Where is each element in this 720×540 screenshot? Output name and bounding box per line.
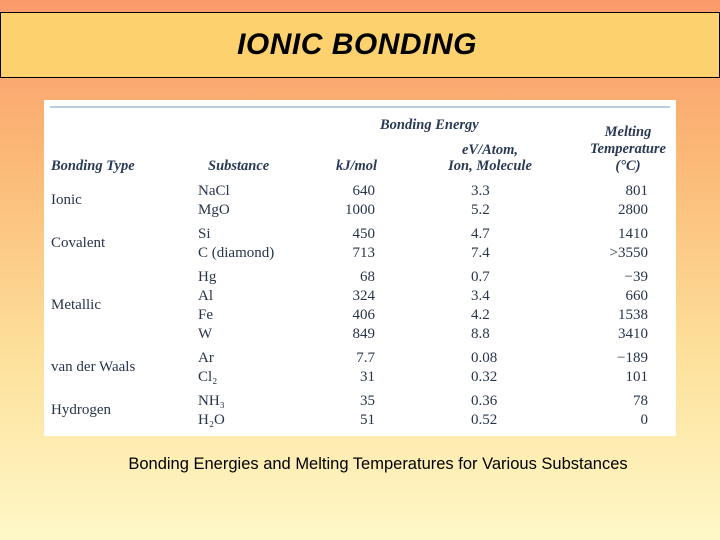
bonding-type-label: Hydrogen <box>51 401 111 418</box>
melting-temp-cell: 0 <box>640 412 648 428</box>
table-top-rule <box>50 106 670 108</box>
kjmol-cell: 35 <box>360 393 375 409</box>
kjmol-cell: 713 <box>352 245 375 261</box>
ev-cell: 0.32 <box>471 369 498 385</box>
substance-cell: C (diamond) <box>198 245 275 261</box>
melting-temp-cell: −189 <box>617 350 648 366</box>
header-melting-line1: Melting <box>604 124 652 140</box>
kjmol-cell: 450 <box>352 226 375 242</box>
kjmol-cell: 68 <box>360 269 375 285</box>
header-ev-line2: Ion, Molecule <box>448 158 532 174</box>
melting-temp-cell: 1538 <box>618 307 648 323</box>
kjmol-cell: 406 <box>352 307 375 323</box>
melting-temp-cell: 2800 <box>618 202 648 218</box>
header-kjmol: kJ/mol <box>336 158 378 174</box>
ev-cell: 0.7 <box>471 269 490 285</box>
header-bonding-type: Bonding Type <box>51 158 135 174</box>
title-bar <box>0 12 720 78</box>
bonding-type-label: Ionic <box>51 191 82 208</box>
kjmol-cell: 51 <box>360 412 375 428</box>
ev-cell: 8.8 <box>471 326 490 342</box>
kjmol-cell: 7.7 <box>356 350 375 366</box>
substance-cell: W <box>198 326 213 342</box>
header-melting-line3: (°C) <box>615 158 641 174</box>
melting-temp-cell: −39 <box>624 269 648 285</box>
ev-cell: 0.52 <box>471 412 498 428</box>
bonding-table <box>44 100 676 436</box>
header-ev-line1: eV/Atom, <box>462 142 518 158</box>
substance-cell: Cl₂ <box>198 369 218 385</box>
bonding-type-label: Covalent <box>51 234 106 251</box>
bonding-type-label: van der Waals <box>51 358 136 375</box>
substance-cell: H₂O <box>198 412 225 428</box>
ev-cell: 3.3 <box>471 183 490 199</box>
page-title: IONIC BONDING <box>237 28 477 61</box>
melting-temp-cell: 3410 <box>618 326 648 342</box>
header-bonding-energy: Bonding Energy <box>380 117 479 133</box>
table-caption: Bonding Energies and Melting Temperatures for Various Substances <box>128 455 628 473</box>
ev-cell: 5.2 <box>471 202 490 218</box>
kjmol-cell: 1000 <box>345 202 375 218</box>
ev-cell: 3.4 <box>471 288 490 304</box>
substance-cell: Fe <box>198 307 213 323</box>
ev-cell: 0.36 <box>471 393 498 409</box>
melting-temp-cell: >3550 <box>609 245 648 261</box>
melting-temp-cell: 801 <box>625 183 648 199</box>
melting-temp-cell: 101 <box>625 369 648 385</box>
melting-temp-cell: 78 <box>633 393 648 409</box>
ev-cell: 0.08 <box>471 350 498 366</box>
kjmol-cell: 324 <box>352 288 375 304</box>
melting-temp-cell: 1410 <box>618 226 648 242</box>
melting-temp-cell: 660 <box>625 288 648 304</box>
substance-cell: Ar <box>198 350 214 366</box>
bonding-type-label: Metallic <box>51 296 101 313</box>
ev-cell: 4.7 <box>471 226 490 242</box>
header-substance: Substance <box>208 158 270 174</box>
header-melting-line2: Temperature <box>590 141 666 157</box>
kjmol-cell: 849 <box>352 326 375 342</box>
substance-cell: NaCl <box>198 183 230 199</box>
substance-cell: NH₃ <box>198 393 225 409</box>
ev-cell: 4.2 <box>471 307 490 323</box>
substance-cell: Hg <box>198 269 217 285</box>
kjmol-cell: 640 <box>352 183 375 199</box>
kjmol-cell: 31 <box>360 369 375 385</box>
substance-cell: Si <box>198 226 211 242</box>
substance-cell: Al <box>198 288 213 304</box>
ev-cell: 7.4 <box>471 245 490 261</box>
substance-cell: MgO <box>198 202 230 218</box>
